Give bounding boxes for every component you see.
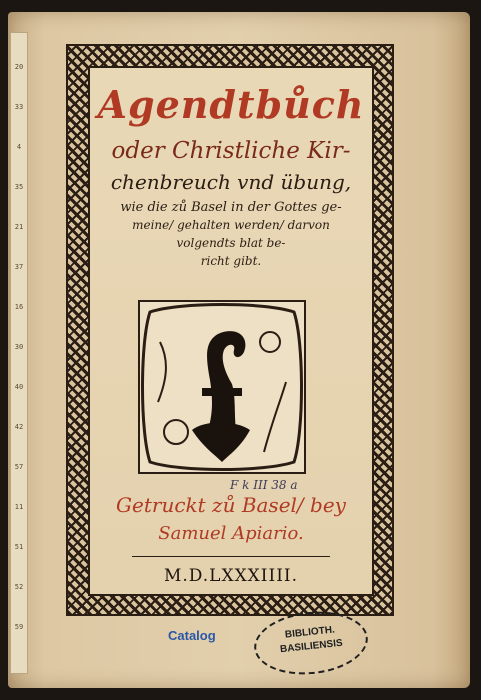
basel-crozier-emblem — [138, 300, 306, 474]
title-line-2: chenbreuch vnd übung, — [110, 170, 352, 194]
ruler-mark: 40 — [14, 383, 24, 391]
ruler-mark: 16 — [14, 303, 24, 311]
catalog-label: Catalog — [168, 628, 216, 643]
ruler-mark: 37 — [14, 263, 24, 271]
ruler-mark: 20 — [14, 63, 24, 71]
ruler-mark: 59 — [14, 623, 24, 631]
title-frame — [88, 66, 374, 596]
title-line-3: wie die zů Basel in der Gottes ge- — [120, 200, 342, 215]
stamp-line-1: BIBLIOTH. — [284, 624, 336, 641]
ruler-mark: 51 — [14, 543, 24, 551]
ruler-mark: 4 — [16, 143, 22, 151]
crozier-icon — [140, 302, 304, 472]
title-line-5: volgendts blat be- — [176, 236, 286, 250]
ruler-mark: 21 — [14, 223, 24, 231]
ruler-mark: 57 — [14, 463, 24, 471]
publication-date: M.D.LXXXIIII. — [163, 566, 299, 586]
ruler-mark: 52 — [14, 583, 24, 591]
title-line-1: oder Christliche Kir- — [111, 138, 351, 164]
divider — [132, 556, 330, 557]
imprint-line-1: Getruckt zů Basel/ bey — [116, 493, 346, 517]
measuring-ruler — [10, 32, 28, 674]
ruler-mark: 33 — [14, 103, 24, 111]
ruler-mark: 35 — [14, 183, 24, 191]
ruler-mark: 11 — [14, 503, 24, 511]
ruler-mark: 30 — [14, 343, 24, 351]
shelfmark-annotation: F k III 38 a — [230, 478, 298, 492]
imprint-line-2: Samuel Apiario. — [158, 523, 304, 544]
stamp-line-2: BASILIENSIS — [279, 637, 344, 656]
title-line-6: richt gibt. — [200, 254, 262, 268]
title-line-4: meine/ gehalten werden/ darvon — [132, 218, 330, 232]
document-title: Agendtbůch — [97, 82, 365, 127]
ruler-mark: 42 — [14, 423, 24, 431]
